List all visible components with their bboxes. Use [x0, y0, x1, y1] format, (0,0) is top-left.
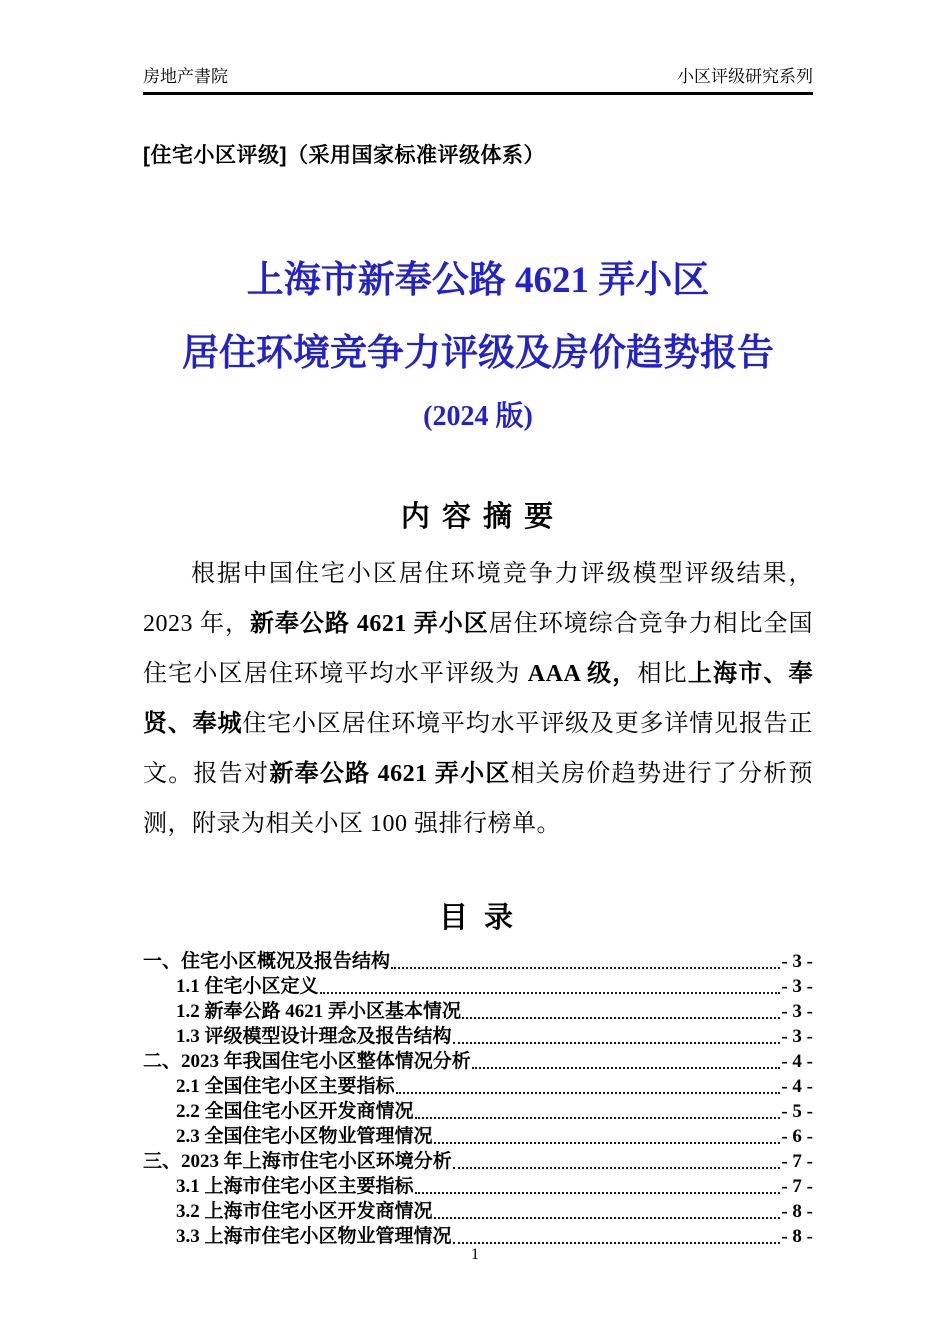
page-number: 1: [471, 1246, 479, 1263]
toc-item-page: - 4 -: [781, 1075, 813, 1097]
page-footer: [0, 1246, 950, 1264]
toc-item-label: 3.1 上海市住宅小区主要指标: [176, 1175, 414, 1197]
toc-item[interactable]: [143, 1074, 813, 1099]
rating-series-label: [住宅小区评级]（采用国家标准评级体系）: [143, 144, 545, 167]
toc-leader-dots: [453, 1242, 781, 1244]
toc-item-page: - 3 -: [781, 950, 813, 972]
toc-item[interactable]: [143, 974, 813, 999]
toc-item[interactable]: [143, 1049, 813, 1074]
toc-item[interactable]: [143, 1024, 813, 1049]
toc-item-label: 2.3 全国住宅小区物业管理情况: [176, 1125, 433, 1147]
toc-leader-dots: [453, 1042, 781, 1044]
toc-item-label: 1.3 评级模型设计理念及报告结构: [176, 1025, 452, 1047]
toc-leader-dots: [472, 1067, 781, 1069]
page-header: [143, 62, 813, 95]
toc-item-page: - 7 -: [781, 1150, 813, 1172]
toc-item-label: 3.2 上海市住宅小区开发商情况: [176, 1200, 433, 1222]
toc-item-label: 3.3 上海市住宅小区物业管理情况: [176, 1225, 452, 1247]
toc-item[interactable]: [143, 1124, 813, 1149]
summary-emphasis: AAA 级，: [527, 660, 638, 687]
summary-emphasis: 上海市、奉贤、奉城: [143, 660, 814, 737]
toc-leader-dots: [320, 992, 781, 994]
toc-item[interactable]: [143, 949, 813, 974]
toc-item-label: 2.2 全国住宅小区开发商情况: [176, 1100, 414, 1122]
toc-item-label: 1.2 新奉公路 4621 弄小区基本情况: [176, 1000, 462, 1022]
toc-item-page: - 3 -: [781, 1025, 813, 1047]
toc-item-label: 三、2023 年上海市住宅小区环境分析: [143, 1150, 452, 1172]
summary-text-segment: 居住环境综合竞争力相比全国住宅小区居住环境平均水平评级为: [143, 610, 813, 687]
toc-item-page: - 6 -: [781, 1125, 813, 1147]
header-left-text: 房地产書院: [143, 67, 228, 86]
summary-text-segment: 住宅小区居住环境平均水平评级及更多详情见报告正文。报告对: [143, 710, 814, 787]
toc-item-page: - 3 -: [781, 975, 813, 997]
summary-text-segment: 相关房价趋势进行了分析预测，附录为相关小区 100 强排行榜单。: [143, 760, 814, 837]
toc-leader-dots: [453, 1167, 781, 1169]
toc-item[interactable]: [143, 999, 813, 1024]
toc-item[interactable]: [143, 1099, 813, 1124]
toc-item-label: 1.1 住宅小区定义: [176, 975, 319, 997]
summary-text-segment: 相比: [637, 660, 688, 687]
toc-list: [143, 949, 813, 1249]
summary-emphasis: 新奉公路 4621 弄小区: [269, 760, 511, 787]
toc-item-page: - 8 -: [781, 1200, 813, 1222]
toc-item[interactable]: [143, 1174, 813, 1199]
report-title-edition: (2024 版): [423, 400, 533, 432]
toc-leader-dots: [462, 1017, 780, 1019]
toc-item-label: 2.1 全国住宅小区主要指标: [176, 1075, 395, 1097]
summary-heading: 内 容 摘 要: [400, 500, 556, 533]
summary-emphasis: 新奉公路 4621 弄小区: [249, 610, 489, 637]
toc-item-label: 一、住宅小区概况及报告结构: [143, 950, 391, 972]
toc-item-page: - 5 -: [781, 1100, 813, 1122]
toc-item-page: - 8 -: [781, 1225, 813, 1247]
toc-heading: 目 录: [438, 901, 518, 934]
toc-leader-dots: [391, 967, 780, 969]
toc-item-page: - 7 -: [781, 1175, 813, 1197]
toc-leader-dots: [434, 1217, 781, 1219]
toc-leader-dots: [434, 1142, 781, 1144]
toc-leader-dots: [415, 1117, 781, 1119]
summary-paragraph: [143, 549, 813, 849]
report-title-block: [143, 259, 813, 434]
report-title-line2: 居住环境竞争力评级及房价趋势报告: [182, 333, 774, 375]
toc-item-page: - 4 -: [781, 1050, 813, 1072]
summary-text-segment: 根据中国住宅小区居住环境竞争力评级模型评级结果，2023 年，: [143, 560, 813, 637]
toc-item[interactable]: [143, 1149, 813, 1174]
toc-item-page: - 3 -: [781, 1000, 813, 1022]
toc-item[interactable]: [143, 1199, 813, 1224]
toc-leader-dots: [415, 1192, 781, 1194]
toc-item-label: 二、2023 年我国住宅小区整体情况分析: [143, 1050, 471, 1072]
report-title-line1: 上海市新奉公路 4621 弄小区: [246, 260, 710, 301]
header-right-text: 小区评级研究系列: [677, 67, 813, 86]
toc-leader-dots: [396, 1092, 781, 1094]
